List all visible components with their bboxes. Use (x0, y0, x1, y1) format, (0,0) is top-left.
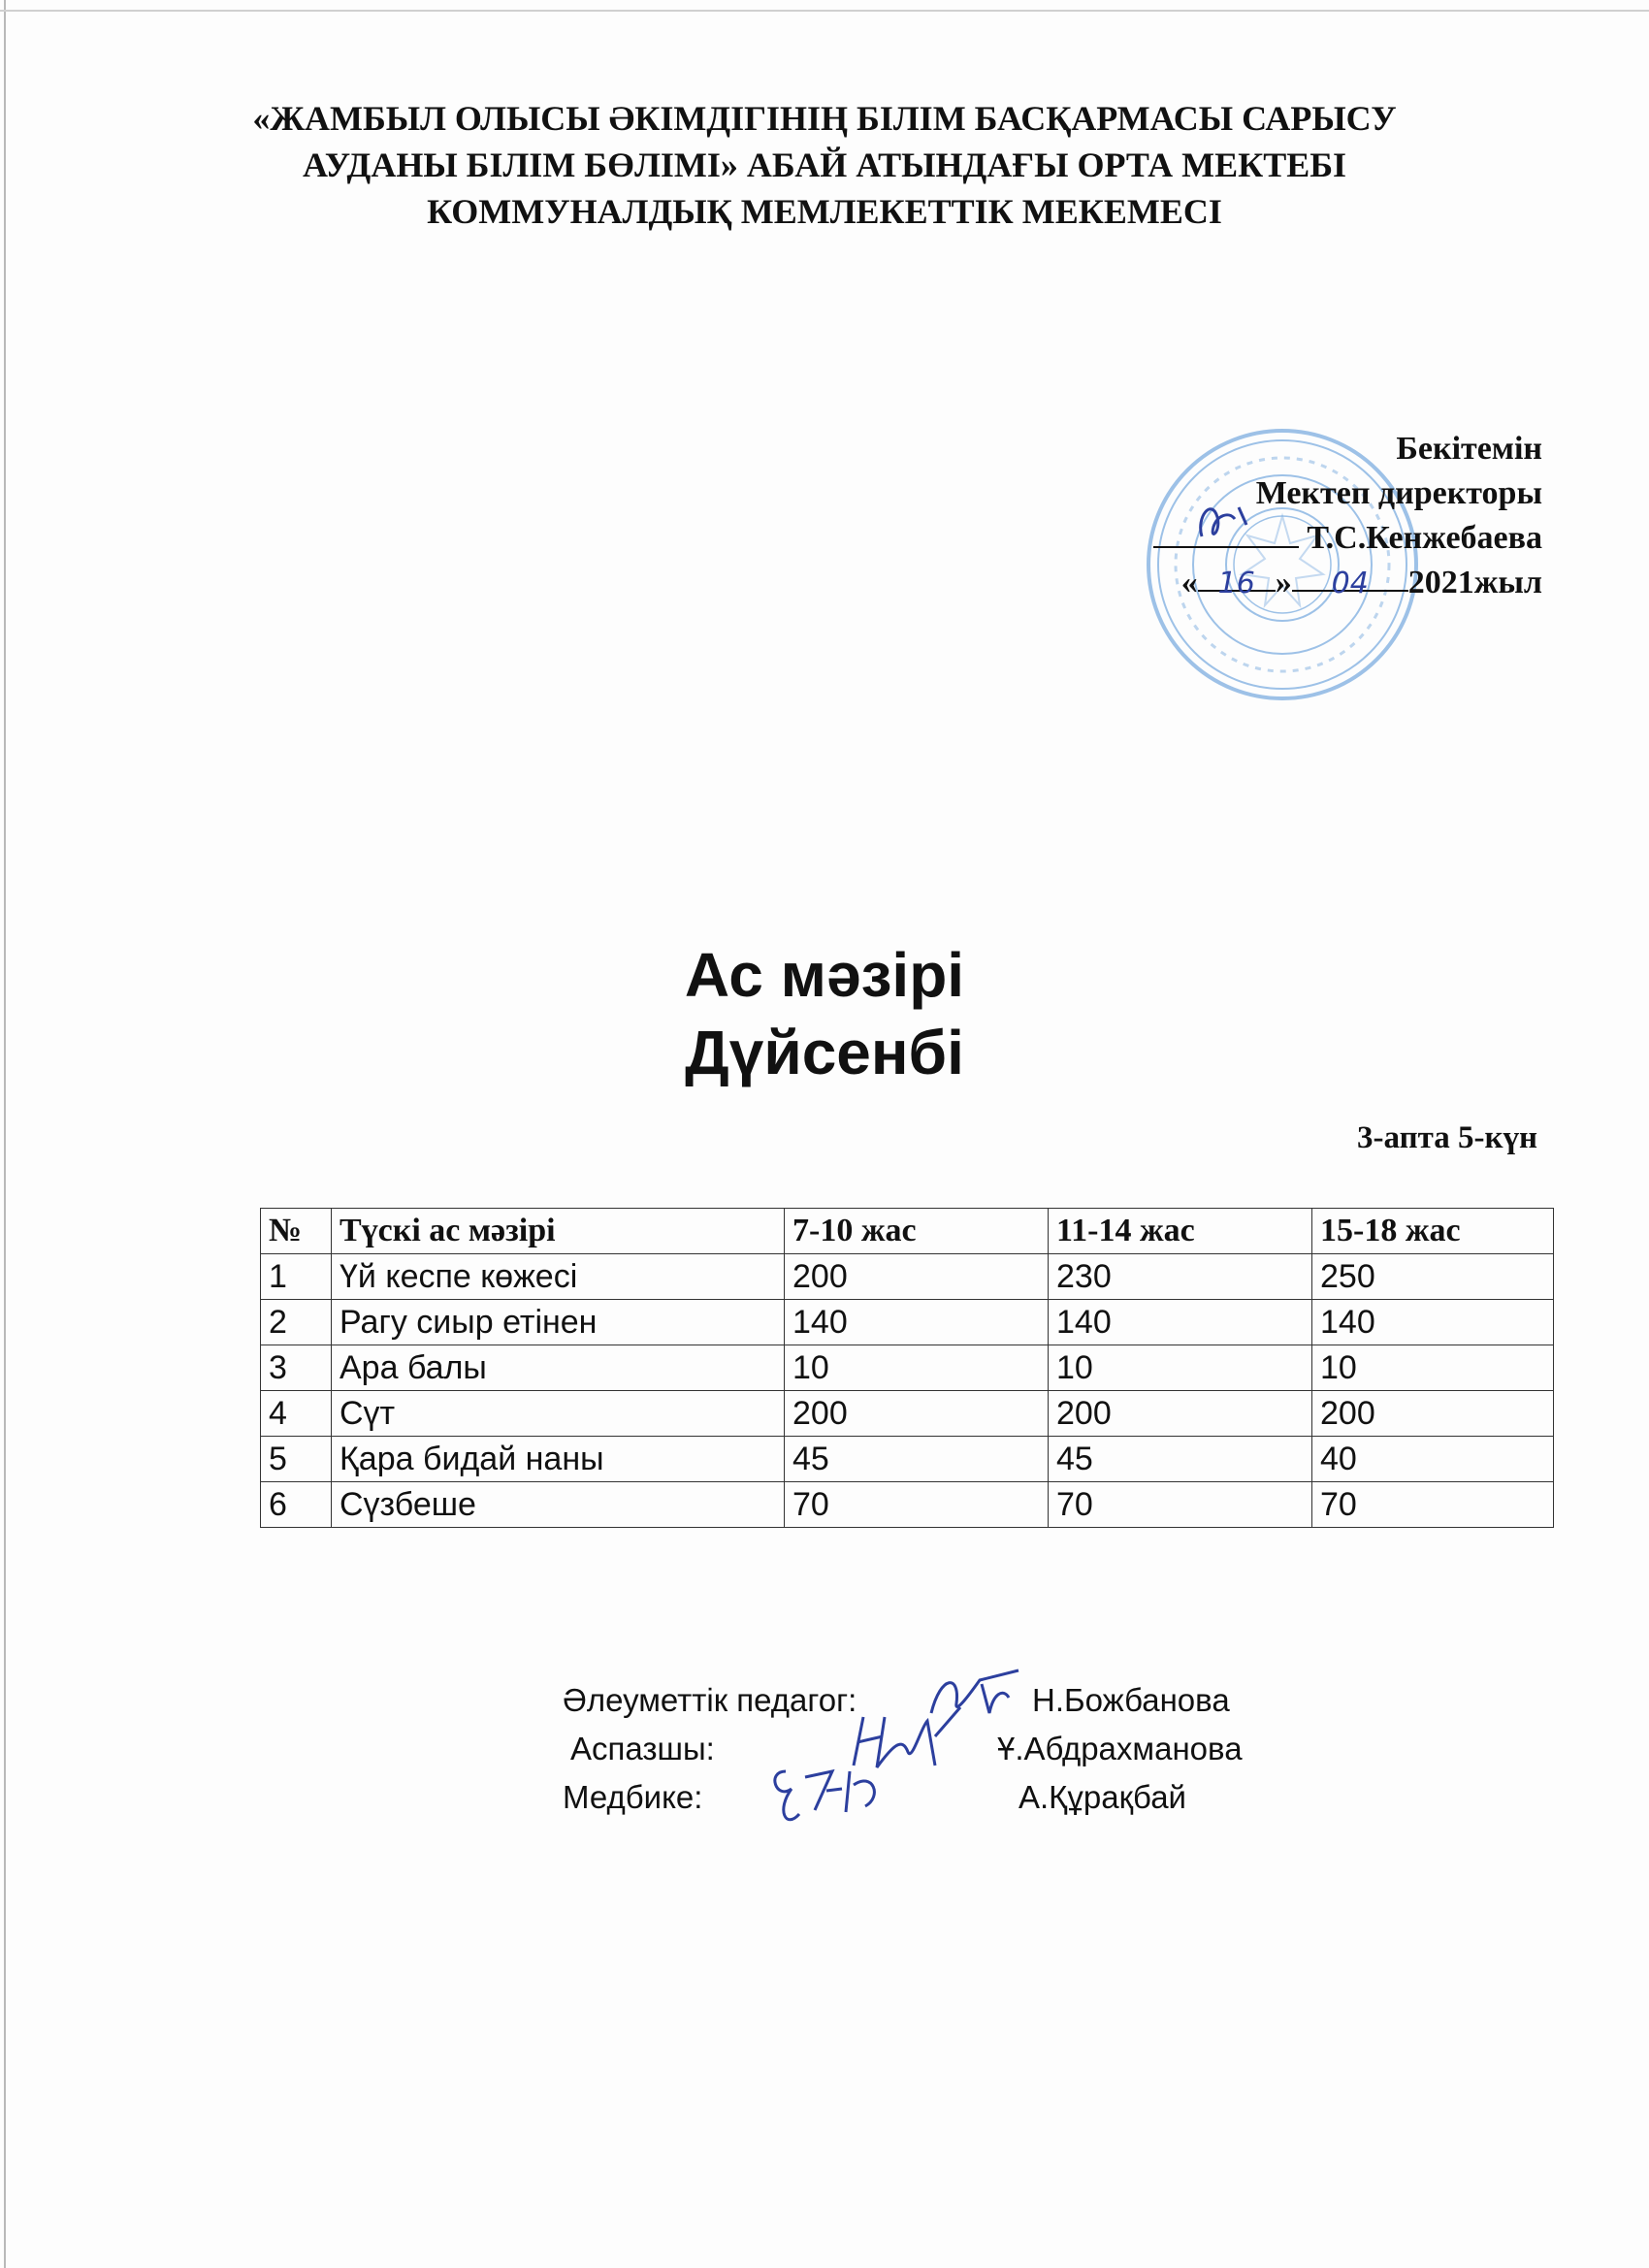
scan-edge-top (0, 10, 1649, 12)
portion-7-10: 200 (785, 1391, 1049, 1437)
header-line-2: АУДАНЫ БІЛІМ БӨЛІМІ» АБАЙ АТЫНДАҒЫ ОРТА МЕКТЕБІ (302, 146, 1347, 184)
row-number: 4 (261, 1391, 332, 1437)
staff-name: Н.Божбанова (1032, 1682, 1230, 1718)
approval-date (1038, 561, 1542, 605)
portion-11-14: 70 (1049, 1482, 1312, 1528)
portion-15-18: 10 (1312, 1345, 1554, 1391)
dish-name: Қара бидай наны (332, 1437, 785, 1482)
portion-15-18: 40 (1312, 1437, 1554, 1482)
staff-name: А.Құрақбай (1018, 1779, 1186, 1815)
date-day: 16 (1217, 567, 1255, 600)
director-signature (1153, 488, 1299, 546)
dish-name: Рагу сиыр етінен (332, 1300, 785, 1345)
header-number: № (261, 1209, 332, 1254)
header-age-15-18: 15-18 жас (1312, 1209, 1554, 1254)
date-open-quote: « (1180, 565, 1198, 600)
portion-7-10: 10 (785, 1345, 1049, 1391)
portion-15-18: 70 (1312, 1482, 1554, 1528)
portion-11-14: 45 (1049, 1437, 1312, 1482)
director-position: Мектеп директоры (1255, 475, 1542, 511)
staff-role: Аспазшы: (570, 1731, 715, 1766)
portion-7-10: 70 (785, 1482, 1049, 1528)
table-header-row (261, 1209, 1554, 1254)
table-row (261, 1254, 1554, 1300)
staff-role: Медбике: (563, 1779, 703, 1815)
signature-line (1153, 517, 1299, 548)
date-close-quote: » (1275, 565, 1292, 600)
dish-name: Үй кеспе көжесі (332, 1254, 785, 1300)
header-dish: Түскі ас мәзірі (332, 1209, 785, 1254)
table-row (261, 1345, 1554, 1391)
header-line-3: КОММУНАЛДЫҚ МЕМЛЕКЕТТІК МЕКЕМЕСІ (427, 192, 1222, 231)
date-month: 04 (1331, 567, 1369, 600)
date-month-line (1292, 561, 1408, 600)
institution-header (223, 95, 1426, 235)
approve-label: Бекітемін (1396, 431, 1542, 467)
date-day-line (1198, 561, 1276, 600)
week-day-label: 3-апта 5-күн (1357, 1120, 1537, 1155)
portion-11-14: 10 (1049, 1345, 1312, 1391)
menu-table (260, 1208, 1554, 1528)
director-signature-row (1038, 516, 1542, 561)
portion-15-18: 140 (1312, 1300, 1554, 1345)
table-row (261, 1437, 1554, 1482)
dish-name: Ара балы (332, 1345, 785, 1391)
table-row (261, 1391, 1554, 1437)
row-number: 3 (261, 1345, 332, 1391)
menu-title-line-2: Дүйсенбі (685, 1018, 964, 1087)
portion-11-14: 140 (1049, 1300, 1312, 1345)
director-name: Т.С.Кенжебаева (1307, 520, 1542, 556)
staff-name: Ұ.Абдрахманова (997, 1731, 1243, 1766)
table-row (261, 1482, 1554, 1528)
row-number: 1 (261, 1254, 332, 1300)
menu-title-line-1: Ас мәзірі (684, 940, 965, 1010)
row-number: 2 (261, 1300, 332, 1345)
portion-7-10: 140 (785, 1300, 1049, 1345)
table-row (261, 1300, 1554, 1345)
portion-15-18: 200 (1312, 1391, 1554, 1437)
header-age-11-14: 11-14 жас (1049, 1209, 1312, 1254)
staff-role: Әлеуметтік педагог: (563, 1682, 857, 1718)
portion-11-14: 230 (1049, 1254, 1312, 1300)
portion-15-18: 250 (1312, 1254, 1554, 1300)
row-number: 5 (261, 1437, 332, 1482)
approval-block (1038, 427, 1542, 605)
dish-name: Сүзбеше (332, 1482, 785, 1528)
scan-edge (4, 0, 6, 2268)
portion-11-14: 200 (1049, 1391, 1312, 1437)
header-age-7-10: 7-10 жас (785, 1209, 1049, 1254)
portion-7-10: 45 (785, 1437, 1049, 1482)
nurse-signature (757, 1742, 892, 1839)
dish-name: Сүт (332, 1391, 785, 1437)
menu-title (0, 936, 1649, 1091)
row-number: 6 (261, 1482, 332, 1528)
header-line-1: «ЖАМБЫЛ ОЛЫСЫ ӘКІМДІГІНІҢ БІЛІМ БАСҚАРМАСЫ САРЫСУ (252, 99, 1397, 138)
portion-7-10: 200 (785, 1254, 1049, 1300)
date-year: 2021жыл (1407, 565, 1542, 600)
